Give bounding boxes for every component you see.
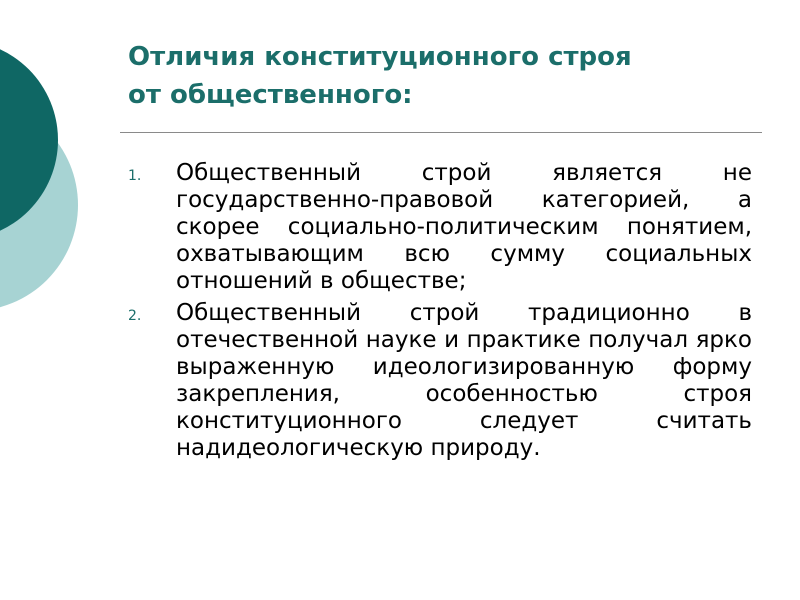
list-item-text: Общественный строй традиционно в отечественной науке и практике получал ярко выраженную идеологизированную форму закрепления, особенностью строя конституционного следует считать надидеологическую природу. [176, 300, 752, 461]
list-item-number: 2. [128, 308, 142, 324]
list-item [128, 160, 752, 295]
list-item [128, 300, 752, 462]
title-divider [120, 132, 762, 133]
list-item-number: 1. [128, 168, 142, 184]
slide-title [128, 38, 768, 114]
content-list [128, 160, 752, 467]
list-item-text: Общественный строй является не государственно-правовой категорией, а скорее социально-политическим понятием, охватывающим всю сумму социальных отношений в обществе; [176, 160, 752, 294]
title-line-1: Отличия конституционного строя [128, 42, 632, 72]
title-line-2: от общественного: [128, 80, 413, 110]
